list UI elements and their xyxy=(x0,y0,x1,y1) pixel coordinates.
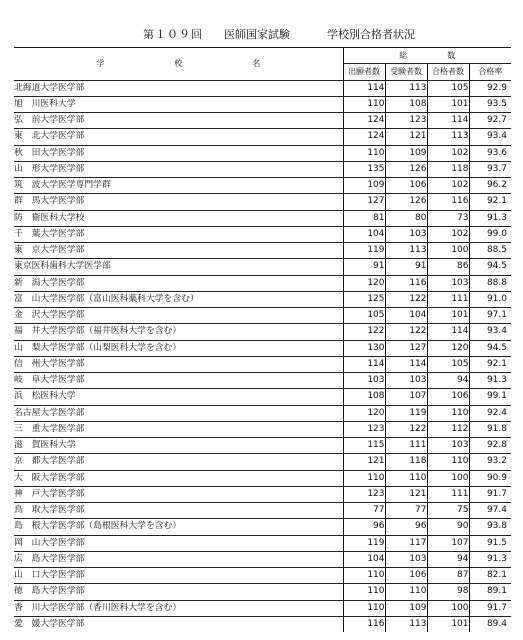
table-row xyxy=(14,340,511,356)
document-title xyxy=(0,26,523,42)
table-row xyxy=(14,600,511,616)
pass-rate-cell: 91.7 xyxy=(469,486,511,502)
table-row xyxy=(14,210,511,226)
table-row xyxy=(14,584,511,600)
school-name-cell: 山 形大学医学部 xyxy=(14,161,343,177)
school-name-cell: 信 州大学医学部 xyxy=(14,356,343,372)
exam-name: 医師国家試験 xyxy=(224,28,290,41)
passed-cell: 110 xyxy=(427,454,469,470)
examinees-header: 受験者数 xyxy=(385,64,427,80)
pass-rate-cell: 96.2 xyxy=(469,178,511,194)
pass-rate-cell: 93.7 xyxy=(469,161,511,177)
examinees-cell: 122 xyxy=(385,291,427,307)
table-row xyxy=(14,373,511,389)
applicants-cell: 104 xyxy=(343,551,385,567)
pass-rate-cell: 91.0 xyxy=(469,291,511,307)
table-row xyxy=(14,568,511,584)
examinees-cell: 91 xyxy=(385,259,427,275)
school-name-cell: 岡 山大学医学部 xyxy=(14,535,343,551)
examinees-cell: 103 xyxy=(385,226,427,242)
table-row xyxy=(14,161,511,177)
passed-cell: 100 xyxy=(427,243,469,259)
table-row xyxy=(14,243,511,259)
school-name-cell: 弘 前大学医学部 xyxy=(14,113,343,129)
table-row xyxy=(14,405,511,421)
examinees-cell: 106 xyxy=(385,178,427,194)
table-row xyxy=(14,178,511,194)
table-row xyxy=(14,519,511,535)
applicants-cell: 110 xyxy=(343,568,385,584)
passed-header: 合格者数 xyxy=(427,64,469,80)
examinees-cell: 109 xyxy=(385,145,427,161)
school-name-cell: 浜 松医科大学 xyxy=(14,389,343,405)
school-name-cell: 東 京大学医学部 xyxy=(14,243,343,259)
pass-rate-cell: 92.7 xyxy=(469,113,511,129)
school-name-cell: 福 井大学医学部（福井医科大学を含む） xyxy=(14,324,343,340)
passed-cell: 105 xyxy=(427,356,469,372)
school-name-cell: 富 山大学医学部（富山医科薬科大学を含む） xyxy=(14,291,343,307)
applicants-cell: 96 xyxy=(343,519,385,535)
applicants-cell: 110 xyxy=(343,145,385,161)
table-row xyxy=(14,503,511,519)
passed-cell: 101 xyxy=(427,616,469,632)
school-name-cell: 秋 田大学医学部 xyxy=(14,145,343,161)
pass-rate-cell: 94.5 xyxy=(469,259,511,275)
table-row xyxy=(14,308,511,324)
passed-cell: 100 xyxy=(427,600,469,616)
pass-rate-cell: 89.4 xyxy=(486,618,507,629)
applicants-cell: 125 xyxy=(343,291,385,307)
table-row xyxy=(14,145,511,161)
table-row xyxy=(14,551,511,567)
applicants-cell: 110 xyxy=(343,96,385,112)
pass-rate-cell: 88.5 xyxy=(469,243,511,259)
table-row xyxy=(14,356,511,372)
pass-rate-cell: 82.1 xyxy=(469,568,511,584)
passed-cell: 116 xyxy=(427,194,469,210)
examinees-cell: 114 xyxy=(385,356,427,372)
passed-cell: 106 xyxy=(427,389,469,405)
table-row xyxy=(14,616,511,632)
applicants-cell: 104 xyxy=(343,226,385,242)
table-row xyxy=(14,535,511,551)
applicants-cell: 110 xyxy=(343,584,385,600)
passed-cell: 102 xyxy=(427,145,469,161)
school-name-cell: 防 衛医科大学校 xyxy=(14,210,343,226)
passed-cell: 102 xyxy=(427,226,469,242)
pass-rate-cell: 91.3 xyxy=(469,551,511,567)
applicants-cell: 127 xyxy=(343,194,385,210)
examinees-cell: 77 xyxy=(385,503,427,519)
table-row xyxy=(14,96,511,112)
examinees-cell: 122 xyxy=(385,421,427,437)
pass-rate-cell: 93.4 xyxy=(469,129,511,145)
table-row xyxy=(14,438,511,454)
pass-rate-header: 合格率 xyxy=(469,64,511,80)
pass-rate-cell: 94.5 xyxy=(469,340,511,356)
applicants-cell: 109 xyxy=(343,178,385,194)
examinees-cell: 113 xyxy=(385,80,427,96)
pass-rate-cell: 91.7 xyxy=(469,600,511,616)
table-row xyxy=(14,226,511,242)
school-name-cell: 三 重大学医学部 xyxy=(14,421,343,437)
school-name-cell: 愛 媛大学医学部 xyxy=(14,616,343,632)
school-name-header: 学 校 名 xyxy=(14,48,343,81)
applicants-cell: 124 xyxy=(343,129,385,145)
examinees-cell: 117 xyxy=(385,535,427,551)
applicants-cell: 123 xyxy=(343,486,385,502)
pass-rate-cell: 97.1 xyxy=(469,308,511,324)
school-name-cell: 鳥 取大学医学部 xyxy=(14,503,343,519)
school-name-cell: 千 葉大学医学部 xyxy=(14,226,343,242)
exam-round: 第１０９回 xyxy=(143,28,203,41)
applicants-cell: 135 xyxy=(343,161,385,177)
table-row xyxy=(14,486,511,502)
examinees-cell: 111 xyxy=(385,438,427,454)
school-name-cell: 群 馬大学医学部 xyxy=(14,194,343,210)
table-row xyxy=(14,470,511,486)
examinees-cell: 119 xyxy=(385,405,427,421)
passed-cell: 100 xyxy=(427,470,469,486)
school-name-cell: 金 沢大学医学部 xyxy=(14,308,343,324)
total-header: 総 数 xyxy=(343,48,511,64)
school-name-cell: 大 阪大学医学部 xyxy=(14,470,343,486)
report-name: 学校別合格者状況 xyxy=(327,28,415,41)
applicants-cell: 116 xyxy=(343,616,385,632)
pass-rate-cell: 91.3 xyxy=(469,373,511,389)
passed-cell: 110 xyxy=(427,405,469,421)
examinees-cell: 122 xyxy=(385,324,427,340)
examinees-cell: 126 xyxy=(385,194,427,210)
passed-cell: 102 xyxy=(427,178,469,194)
table-row xyxy=(14,454,511,470)
table-header xyxy=(14,48,511,81)
passed-cell: 73 xyxy=(427,210,469,226)
passed-cell: 101 xyxy=(427,308,469,324)
school-name-cell: 香 川大学医学部（香川医科大学を含む） xyxy=(14,600,343,616)
school-name-cell: 島 根大学医学部（島根医科大学を含む） xyxy=(14,519,343,535)
passed-cell: 90 xyxy=(427,519,469,535)
table-row xyxy=(14,324,511,340)
applicants-cell: 108 xyxy=(343,389,385,405)
table-row xyxy=(14,194,511,210)
table-row xyxy=(14,129,511,145)
applicants-cell: 105 xyxy=(343,308,385,324)
examinees-cell: 108 xyxy=(385,96,427,112)
applicants-cell: 103 xyxy=(343,373,385,389)
pass-rate-cell: 99.1 xyxy=(469,389,511,405)
pass-rate-cell: 93.4 xyxy=(469,324,511,340)
passed-cell: 120 xyxy=(427,340,469,356)
applicants-header: 出願者数 xyxy=(343,64,385,80)
results-table xyxy=(14,47,511,632)
passed-cell: 113 xyxy=(427,129,469,145)
passed-cell: 98 xyxy=(427,584,469,600)
school-name-cell: 東京医科歯科大学医学部 xyxy=(14,259,343,275)
pass-rate-cell: 88.8 xyxy=(469,275,511,291)
applicants-cell: 119 xyxy=(343,535,385,551)
pass-rate-cell: 97.4 xyxy=(469,503,511,519)
passed-cell: 114 xyxy=(427,113,469,129)
pass-rate-cell: 92.1 xyxy=(469,356,511,372)
school-name-cell: 滋 賀医科大学 xyxy=(14,438,343,454)
table-body xyxy=(14,80,511,632)
examinees-cell: 103 xyxy=(385,551,427,567)
applicants-cell: 120 xyxy=(343,405,385,421)
passed-cell: 107 xyxy=(427,535,469,551)
passed-cell: 103 xyxy=(427,275,469,291)
school-name-cell: 神 戸大学医学部 xyxy=(14,486,343,502)
applicants-cell: 120 xyxy=(343,275,385,291)
passed-cell: 94 xyxy=(427,373,469,389)
applicants-cell: 123 xyxy=(343,421,385,437)
pass-rate-cell: 93.5 xyxy=(469,96,511,112)
school-name-cell: 北海道大学医学部 xyxy=(14,80,343,96)
passed-cell: 114 xyxy=(427,324,469,340)
passed-cell: 105 xyxy=(427,80,469,96)
examinees-cell: 126 xyxy=(385,161,427,177)
examinees-cell: 110 xyxy=(385,584,427,600)
school-name-cell: 名古屋大学医学部 xyxy=(14,405,343,421)
school-name-cell: 東 北大学医学部 xyxy=(14,129,343,145)
pass-rate-cell: 92.4 xyxy=(469,405,511,421)
passed-cell: 101 xyxy=(427,96,469,112)
examinees-cell: 123 xyxy=(385,113,427,129)
examinees-cell: 104 xyxy=(385,308,427,324)
pass-rate-cell: 91.8 xyxy=(469,421,511,437)
school-name-cell: 山 口大学医学部 xyxy=(14,568,343,584)
school-name-cell: 広 島大学医学部 xyxy=(14,551,343,567)
examinees-cell: 116 xyxy=(385,275,427,291)
pass-rate-cell: 92.9 xyxy=(469,80,511,96)
applicants-cell: 110 xyxy=(343,600,385,616)
passed-cell: 111 xyxy=(427,291,469,307)
school-name-cell: 新 潟大学医学部 xyxy=(14,275,343,291)
examinees-cell: 103 xyxy=(385,373,427,389)
table-row xyxy=(14,113,511,129)
school-name-cell: 徳 島大学医学部 xyxy=(14,584,343,600)
school-name-cell: 筑 波大学医学専門学群 xyxy=(14,178,343,194)
applicants-cell: 115 xyxy=(343,438,385,454)
pass-rate-cell: 93.8 xyxy=(469,519,511,535)
table-row xyxy=(14,259,511,275)
pass-rate-cell: 91.5 xyxy=(469,535,511,551)
school-name-cell: 山 梨大学医学部（山梨医科大学を含む） xyxy=(14,340,343,356)
passed-cell: 75 xyxy=(427,503,469,519)
examinees-cell: 96 xyxy=(385,519,427,535)
table-row xyxy=(14,275,511,291)
pass-rate-cell: 92.1 xyxy=(469,194,511,210)
table-row xyxy=(14,421,511,437)
pass-rate-cell: 92.8 xyxy=(469,438,511,454)
table-row xyxy=(14,389,511,405)
applicants-cell: 122 xyxy=(343,324,385,340)
passed-cell: 112 xyxy=(427,421,469,437)
passed-cell: 87 xyxy=(427,568,469,584)
table-row xyxy=(14,291,511,307)
table-row xyxy=(14,80,511,96)
applicants-cell: 114 xyxy=(343,356,385,372)
applicants-cell: 110 xyxy=(343,470,385,486)
passed-cell: 111 xyxy=(427,486,469,502)
examinees-cell: 121 xyxy=(385,486,427,502)
examinees-cell: 106 xyxy=(385,568,427,584)
passed-cell: 118 xyxy=(427,161,469,177)
applicants-cell: 130 xyxy=(343,340,385,356)
school-name-cell: 岐 阜大学医学部 xyxy=(14,373,343,389)
applicants-cell: 77 xyxy=(343,503,385,519)
examinees-cell: 121 xyxy=(385,129,427,145)
examinees-cell: 107 xyxy=(385,389,427,405)
pass-rate-cell: 90.9 xyxy=(469,470,511,486)
examinees-cell: 110 xyxy=(385,470,427,486)
applicants-cell: 81 xyxy=(343,210,385,226)
applicants-cell: 91 xyxy=(343,259,385,275)
applicants-cell: 121 xyxy=(343,454,385,470)
examinees-cell: 118 xyxy=(385,454,427,470)
pass-rate-cell: 93.2 xyxy=(469,454,511,470)
school-name-cell: 旭 川医科大学 xyxy=(14,96,343,112)
examinees-cell: 109 xyxy=(385,600,427,616)
pass-rate-cell: 93.6 xyxy=(469,145,511,161)
examinees-cell: 127 xyxy=(385,340,427,356)
examinees-cell: 113 xyxy=(385,616,427,632)
passed-cell: 94 xyxy=(427,551,469,567)
applicants-cell: 119 xyxy=(343,243,385,259)
examinees-cell: 80 xyxy=(385,210,427,226)
applicants-cell: 124 xyxy=(343,113,385,129)
pass-rate-cell: 89.1 xyxy=(469,584,511,600)
applicants-cell: 114 xyxy=(343,80,385,96)
passed-cell: 103 xyxy=(427,438,469,454)
pass-rate-cell: 99.0 xyxy=(469,226,511,242)
pass-rate-cell: 91.3 xyxy=(469,210,511,226)
passed-cell: 86 xyxy=(427,259,469,275)
examinees-cell: 113 xyxy=(385,243,427,259)
school-name-cell: 京 都大学医学部 xyxy=(14,454,343,470)
